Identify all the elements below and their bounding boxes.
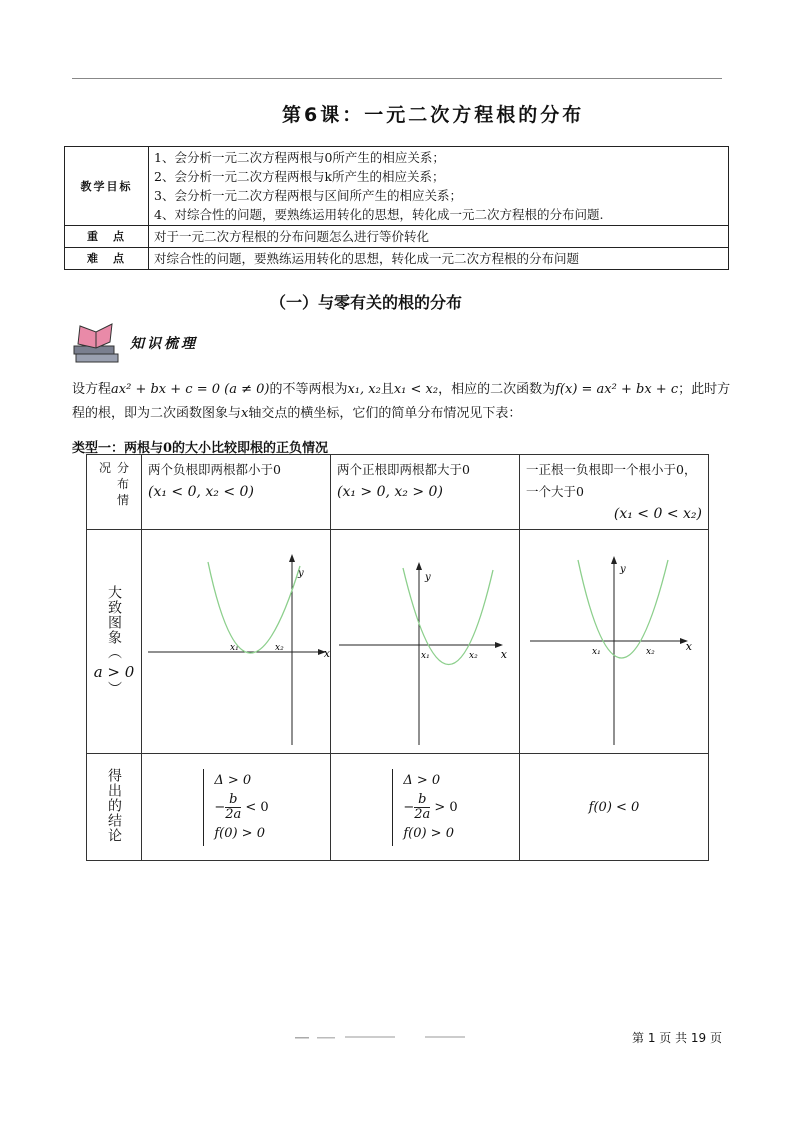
equation: ax² + bx + c = 0 (a ≠ 0) <box>111 382 270 397</box>
goal-item: 4、对综合性的问题，要熟练运用转化的思想，转化成一元二次方程根的分布问题. <box>154 207 604 222</box>
goal-items <box>149 147 729 226</box>
svg-text:y: y <box>425 572 431 583</box>
case-header-2: 两个正根即两根都大于0 (x₁ > 0, x₂ > 0) <box>331 455 520 530</box>
graph-two-negative <box>142 530 331 754</box>
graph-opposite-signs <box>520 530 709 754</box>
conclusion-opposite-signs: f(0) < 0 <box>520 754 709 861</box>
graph-two-positive <box>331 530 520 754</box>
svg-text:y: y <box>298 568 304 579</box>
conclusion-two-positive: Δ > 0 − $\frac{b}{2a}$ > 0 f(0) > 0 <box>331 754 520 861</box>
intro-paragraph: 设方程ax² + bx + c = 0 (a ≠ 0)的不等两根为x₁, x₂且x₁ < x₂，相应的二次函数为f(x) = ax² + bx + c；此时方程的根，即为二次函数图象与x轴交点的横坐标，它们的简单分布情况见下表： <box>72 382 731 421</box>
svg-text:x: x <box>685 640 692 653</box>
key-point-label: 重 点 <box>65 226 149 248</box>
corner-bottom: 情 <box>117 493 130 507</box>
parabola-graph <box>520 530 708 750</box>
difficulty-label: 难 点 <box>65 248 149 270</box>
page-number: 第 1 页 共 19 页 <box>632 1031 722 1045</box>
conclusion-row-label: 得出的结论 <box>87 754 142 861</box>
case-header-3: 一正根一负根即一个根小于0，一个大于0 (x₁ < 0 < x₂) <box>520 455 709 530</box>
quadratic-function: f(x) = ax² + bx + c <box>555 382 679 397</box>
svg-text:x₂: x₂ <box>469 651 478 661</box>
svg-text:x₂: x₂ <box>275 643 284 653</box>
section-title: （一）与零有关的根的分布 <box>270 293 463 312</box>
key-point-text: 对于一元二次方程根的分布问题怎么进行等价转化 <box>149 226 729 248</box>
root-inequality: x₁ < x₂ <box>393 382 439 397</box>
goal-item: 2、会分析一元二次方程两根与k所产生的相应关系； <box>154 169 445 184</box>
svg-text:x₂: x₂ <box>646 647 655 657</box>
parabola-graph <box>142 530 330 750</box>
knowledge-label: 知识梳理 <box>130 336 198 352</box>
type1-title: 类型一：两根与0的大小比较即根的正负情况 <box>72 441 329 456</box>
books-icon <box>70 320 124 366</box>
goal-item: 1、会分析一元二次方程两根与0所产生的相应关系； <box>154 150 445 165</box>
corner-left: 况 <box>99 461 112 475</box>
conclusion-two-negative: Δ > 0 − $\frac{b}{2a}$ < 0 f(0) > 0 <box>142 754 331 861</box>
svg-text:x₁: x₁ <box>592 647 601 657</box>
svg-text:x₁: x₁ <box>421 651 430 661</box>
goal-label: 教学目标 <box>65 147 149 226</box>
parabola-graph <box>331 530 519 750</box>
case-header-1: 两个负根即两根都小于0 (x₁ < 0, x₂ < 0) <box>142 455 331 530</box>
corner-top: 分 <box>117 461 130 475</box>
svg-text:x₁: x₁ <box>230 643 239 653</box>
header-rule <box>72 78 722 79</box>
page-title: 第6课：一元二次方程根的分布 <box>282 104 585 126</box>
goals-table <box>64 146 729 270</box>
difficulty-text: 对综合性的问题，要熟练运用转化的思想，转化成一元二次方程根的分布问题 <box>149 248 729 270</box>
svg-text:x: x <box>500 648 507 661</box>
distribution-table <box>86 454 709 861</box>
svg-text:y: y <box>620 564 626 575</box>
graph-row-label: 大致图象（ a > 0 ） <box>87 530 142 754</box>
svg-text:x: x <box>323 647 330 660</box>
roots: x₁, x₂ <box>347 382 381 397</box>
corner-mid: 布 <box>117 477 130 491</box>
corner-header-cell <box>87 455 142 530</box>
goal-item: 3、会分析一元二次方程两根与区间所产生的相应关系； <box>154 188 462 203</box>
